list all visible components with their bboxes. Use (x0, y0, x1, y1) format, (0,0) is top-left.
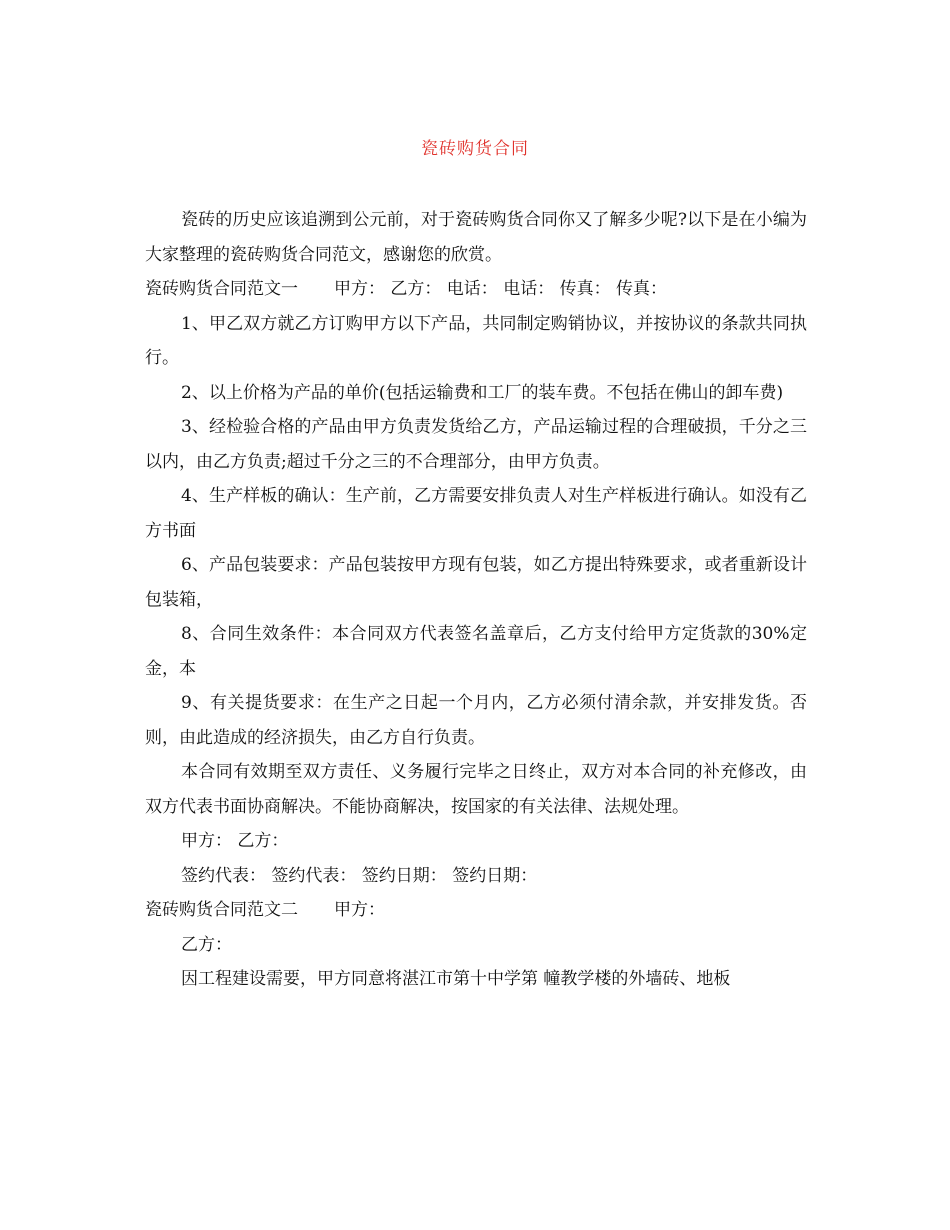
party-signature-line: 甲方： 乙方： (181, 831, 289, 851)
clause-8: 8、合同生效条件：本合同双方代表签名盖章后，乙方支付给甲方定货款的30%定金，本 (145, 624, 807, 679)
clause-4: 4、生产样板的确认：生产前，乙方需要安排负责人对生产样板进行确认。如没有乙方书面 (145, 486, 807, 541)
clause-6: 6、产品包装要求：产品包装按甲方现有包装，如乙方提出特殊要求，或者重新设计包装箱， (145, 555, 807, 610)
project-paragraph: 因工程建设需要，甲方同意将湛江市第十中学第 幢教学楼的外墙砖、地板 (181, 969, 731, 989)
section-title-2: 瓷砖购货合同范文二 (145, 900, 298, 920)
clause-3: 3、经检验合格的产品由甲方负责发货给乙方，产品运输过程的合理破损，千分之三以内，由乙方负责;超过千分之三的不合理部分，由甲方负责。 (145, 417, 807, 472)
section-heading-2 (145, 893, 807, 928)
intro-paragraph: 瓷砖的历史应该追溯到公元前，对于瓷砖购货合同你又了解多少呢?以下是在小编为大家整理的瓷砖购货合同范文，感谢您的欣赏。 (145, 210, 807, 265)
section-heading-1 (145, 272, 807, 307)
clause-2: 2、以上价格为产品的单价(包括运输费和工厂的装车费。不包括在佛山的卸车费) (181, 382, 784, 403)
document-body (145, 203, 807, 997)
party-b-line: 乙方： (181, 934, 232, 955)
document-title: 瓷砖购货合同 (421, 139, 529, 159)
clause-9: 9、有关提货要求：在生产之日起一个月内，乙方必须付清余款，并安排发货。否则，由此造成的经济损失，由乙方自行负责。 (145, 693, 807, 748)
party-fields-1: 甲方： 乙方： 电话： 电话： 传真： 传真： (334, 279, 668, 299)
party-fields-2: 甲方： (334, 900, 385, 920)
signing-line: 签约代表： 签约代表： 签约日期： 签约日期： (181, 865, 538, 886)
section-title-1: 瓷砖购货合同范文一 (145, 279, 298, 299)
validity-paragraph: 本合同有效期至双方责任、义务履行完毕之日终止，双方对本合同的补充修改，由双方代表书面协商解决。不能协商解决，按国家的有关法律、法规处理。 (145, 762, 807, 817)
clause-1: 1、甲乙双方就乙方订购甲方以下产品，共同制定购销协议，并按协议的条款共同执行。 (145, 313, 807, 368)
